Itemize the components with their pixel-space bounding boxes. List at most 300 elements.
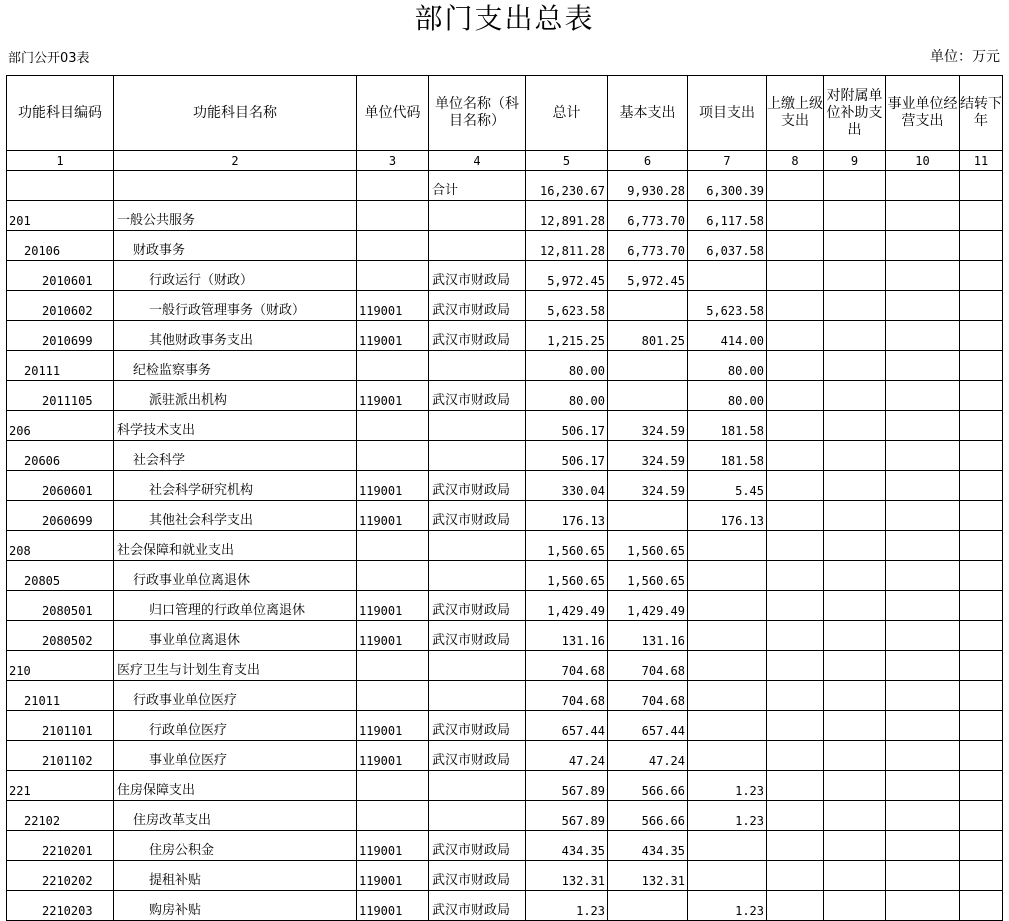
unit-code-cell: [357, 561, 429, 591]
business-cell: [886, 891, 960, 921]
func-code-cell: 2060699: [7, 501, 114, 531]
carryover-cell: [960, 831, 1003, 861]
page-title: 部门支出总表: [414, 2, 595, 35]
unit-code-cell: [357, 171, 429, 201]
unit-code-cell: 119001: [357, 591, 429, 621]
remit-upper-cell: [767, 831, 824, 861]
header-basic: 基本支出: [608, 76, 688, 151]
project-cell: [688, 531, 767, 561]
total-cell: 176.13: [526, 501, 608, 531]
unit-name-cell: 武汉市财政局: [429, 261, 526, 291]
subsidy-cell: [824, 441, 886, 471]
unit-code-cell: [357, 411, 429, 441]
unit-name-cell: [429, 351, 526, 381]
carryover-cell: [960, 231, 1003, 261]
table-row: [7, 471, 1003, 501]
basic-cell: 47.24: [608, 741, 688, 771]
carryover-cell: [960, 741, 1003, 771]
func-code-cell: 206: [7, 411, 114, 441]
subsidy-cell: [824, 591, 886, 621]
carryover-cell: [960, 531, 1003, 561]
basic-cell: 9,930.28: [608, 171, 688, 201]
subsidy-cell: [824, 651, 886, 681]
header-unit-code: 单位代码: [357, 76, 429, 151]
func-name-cell: 事业单位离退休: [114, 621, 357, 651]
project-cell: 6,117.58: [688, 201, 767, 231]
remit-upper-cell: [767, 741, 824, 771]
carryover-cell: [960, 171, 1003, 201]
unit-code-cell: [357, 651, 429, 681]
func-name-cell: 财政事务: [114, 231, 357, 261]
remit-upper-cell: [767, 411, 824, 441]
table-row: [7, 621, 1003, 651]
remit-upper-cell: [767, 171, 824, 201]
total-cell: 434.35: [526, 831, 608, 861]
basic-cell: 1,560.65: [608, 531, 688, 561]
unit-code-cell: [357, 351, 429, 381]
func-code-cell: 210: [7, 651, 114, 681]
table-row: [7, 261, 1003, 291]
project-cell: 176.13: [688, 501, 767, 531]
col-number: 1: [7, 151, 114, 171]
project-cell: [688, 261, 767, 291]
project-cell: [688, 861, 767, 891]
subsidy-cell: [824, 891, 886, 921]
carryover-cell: [960, 411, 1003, 441]
col-number: 10: [886, 151, 960, 171]
remit-upper-cell: [767, 471, 824, 501]
carryover-cell: [960, 801, 1003, 831]
func-name-cell: 其他社会科学支出: [114, 501, 357, 531]
project-cell: [688, 621, 767, 651]
col-number: 11: [960, 151, 1003, 171]
remit-upper-cell: [767, 681, 824, 711]
func-code-cell: 221: [7, 771, 114, 801]
col-number: 4: [429, 151, 526, 171]
business-cell: [886, 471, 960, 501]
header-func-code: 功能科目编码: [7, 76, 114, 151]
business-cell: [886, 291, 960, 321]
total-cell: 12,811.28: [526, 231, 608, 261]
project-cell: 181.58: [688, 411, 767, 441]
func-name-cell: 社会科学研究机构: [114, 471, 357, 501]
subsidy-cell: [824, 411, 886, 441]
func-code-cell: 20805: [7, 561, 114, 591]
carryover-cell: [960, 651, 1003, 681]
carryover-cell: [960, 381, 1003, 411]
table-row: [7, 711, 1003, 741]
basic-cell: 131.16: [608, 621, 688, 651]
subsidy-cell: [824, 321, 886, 351]
table-row: [7, 591, 1003, 621]
business-cell: [886, 621, 960, 651]
unit-code-cell: [357, 531, 429, 561]
unit-code-cell: 119001: [357, 501, 429, 531]
table-row: [7, 801, 1003, 831]
table-row: [7, 771, 1003, 801]
total-cell: 131.16: [526, 621, 608, 651]
remit-upper-cell: [767, 441, 824, 471]
unit-name-cell: 武汉市财政局: [429, 831, 526, 861]
unit-name-cell: 武汉市财政局: [429, 591, 526, 621]
func-code-cell: 2010601: [7, 261, 114, 291]
unit-name-cell: [429, 201, 526, 231]
subsidy-cell: [824, 861, 886, 891]
project-cell: [688, 831, 767, 861]
business-cell: [886, 501, 960, 531]
table-body: [7, 171, 1003, 921]
project-cell: 80.00: [688, 381, 767, 411]
basic-cell: 657.44: [608, 711, 688, 741]
func-name-cell: 一般行政管理事务（财政）: [114, 291, 357, 321]
total-cell: 330.04: [526, 471, 608, 501]
business-cell: [886, 801, 960, 831]
func-name-cell: 住房公积金: [114, 831, 357, 861]
func-name-cell: 科学技术支出: [114, 411, 357, 441]
carryover-cell: [960, 501, 1003, 531]
func-name-cell: 行政事业单位医疗: [114, 681, 357, 711]
subsidy-cell: [824, 771, 886, 801]
project-cell: 414.00: [688, 321, 767, 351]
basic-cell: 566.66: [608, 771, 688, 801]
func-code-cell: 20606: [7, 441, 114, 471]
col-number: 2: [114, 151, 357, 171]
unit-name-cell: [429, 561, 526, 591]
remit-upper-cell: [767, 591, 824, 621]
subsidy-cell: [824, 381, 886, 411]
header-func-name: 功能科目名称: [114, 76, 357, 151]
total-cell: 1,215.25: [526, 321, 608, 351]
table-row: [7, 201, 1003, 231]
table-row: [7, 441, 1003, 471]
basic-cell: 801.25: [608, 321, 688, 351]
total-cell: 5,623.58: [526, 291, 608, 321]
func-name-cell: 行政事业单位离退休: [114, 561, 357, 591]
unit-name-cell: 武汉市财政局: [429, 291, 526, 321]
project-cell: [688, 591, 767, 621]
func-name-cell: 归口管理的行政单位离退休: [114, 591, 357, 621]
unit-name-cell: [429, 681, 526, 711]
total-cell: 506.17: [526, 441, 608, 471]
remit-upper-cell: [767, 201, 824, 231]
unit-code-cell: [357, 681, 429, 711]
header-unit-name: 单位名称（科目名称）: [429, 76, 526, 151]
carryover-cell: [960, 891, 1003, 921]
subsidy-cell: [824, 561, 886, 591]
unit-name-cell: [429, 411, 526, 441]
basic-cell: 324.59: [608, 471, 688, 501]
func-code-cell: 2101101: [7, 711, 114, 741]
business-cell: [886, 741, 960, 771]
remit-upper-cell: [767, 621, 824, 651]
basic-cell: 132.31: [608, 861, 688, 891]
func-code-cell: [7, 171, 114, 201]
carryover-cell: [960, 621, 1003, 651]
total-cell: 132.31: [526, 861, 608, 891]
unit-code-cell: 119001: [357, 381, 429, 411]
subsidy-cell: [824, 711, 886, 741]
unit-code-cell: [357, 231, 429, 261]
table-row: [7, 531, 1003, 561]
func-code-cell: 2210201: [7, 831, 114, 861]
func-code-cell: 2210203: [7, 891, 114, 921]
table-row: [7, 321, 1003, 351]
total-cell: 506.17: [526, 411, 608, 441]
remit-upper-cell: [767, 771, 824, 801]
total-cell: 1,560.65: [526, 531, 608, 561]
unit-name-cell: 武汉市财政局: [429, 381, 526, 411]
remit-upper-cell: [767, 561, 824, 591]
func-name-cell: [114, 171, 357, 201]
basic-cell: [608, 351, 688, 381]
remit-upper-cell: [767, 321, 824, 351]
basic-cell: 1,429.49: [608, 591, 688, 621]
unit-name-cell: 武汉市财政局: [429, 891, 526, 921]
table-row: [7, 351, 1003, 381]
subsidy-cell: [824, 261, 886, 291]
unit-name-cell: 武汉市财政局: [429, 711, 526, 741]
project-cell: [688, 561, 767, 591]
total-cell: 16,230.67: [526, 171, 608, 201]
subsidy-cell: [824, 471, 886, 501]
business-cell: [886, 201, 960, 231]
func-name-cell: 住房改革支出: [114, 801, 357, 831]
basic-cell: 324.59: [608, 441, 688, 471]
table-header-row: [7, 76, 1003, 151]
remit-upper-cell: [767, 651, 824, 681]
func-name-cell: 行政运行（财政）: [114, 261, 357, 291]
project-cell: [688, 741, 767, 771]
carryover-cell: [960, 591, 1003, 621]
basic-cell: [608, 291, 688, 321]
project-cell: 1.23: [688, 891, 767, 921]
carryover-cell: [960, 321, 1003, 351]
func-code-cell: 201: [7, 201, 114, 231]
project-cell: 5,623.58: [688, 291, 767, 321]
total-cell: 1,429.49: [526, 591, 608, 621]
table-row: [7, 231, 1003, 261]
table-row: [7, 291, 1003, 321]
unit-code-cell: [357, 771, 429, 801]
header-business: 事业单位经营支出: [886, 76, 960, 151]
carryover-cell: [960, 771, 1003, 801]
business-cell: [886, 651, 960, 681]
expenditure-table: [6, 75, 1003, 921]
basic-cell: [608, 501, 688, 531]
project-cell: [688, 651, 767, 681]
basic-cell: 1,560.65: [608, 561, 688, 591]
remit-upper-cell: [767, 801, 824, 831]
project-cell: 80.00: [688, 351, 767, 381]
total-cell: 80.00: [526, 381, 608, 411]
unit-name-cell: 武汉市财政局: [429, 501, 526, 531]
business-cell: [886, 771, 960, 801]
carryover-cell: [960, 561, 1003, 591]
unit-name-cell: 武汉市财政局: [429, 621, 526, 651]
total-cell: 5,972.45: [526, 261, 608, 291]
func-code-cell: 20111: [7, 351, 114, 381]
business-cell: [886, 711, 960, 741]
project-cell: 1.23: [688, 771, 767, 801]
func-code-cell: 2010699: [7, 321, 114, 351]
remit-upper-cell: [767, 891, 824, 921]
table-row: [7, 561, 1003, 591]
remit-upper-cell: [767, 861, 824, 891]
carryover-cell: [960, 261, 1003, 291]
business-cell: [886, 831, 960, 861]
carryover-cell: [960, 201, 1003, 231]
business-cell: [886, 441, 960, 471]
business-cell: [886, 561, 960, 591]
func-name-cell: 事业单位医疗: [114, 741, 357, 771]
unit-code-cell: [357, 261, 429, 291]
table-row: [7, 381, 1003, 411]
table-row: [7, 741, 1003, 771]
func-code-cell: 21011: [7, 681, 114, 711]
total-cell: 704.68: [526, 681, 608, 711]
unit-name-cell: [429, 441, 526, 471]
carryover-cell: [960, 471, 1003, 501]
func-code-cell: 208: [7, 531, 114, 561]
remit-upper-cell: [767, 351, 824, 381]
func-name-cell: 医疗卫生与计划生育支出: [114, 651, 357, 681]
unit-name-cell: 武汉市财政局: [429, 321, 526, 351]
unit-name-cell: [429, 771, 526, 801]
func-code-cell: 20106: [7, 231, 114, 261]
carryover-cell: [960, 351, 1003, 381]
col-number: 7: [688, 151, 767, 171]
basic-cell: 704.68: [608, 651, 688, 681]
basic-cell: 6,773.70: [608, 231, 688, 261]
func-name-cell: 社会科学: [114, 441, 357, 471]
header-carryover: 结转下年: [960, 76, 1003, 151]
business-cell: [886, 171, 960, 201]
subsidy-cell: [824, 171, 886, 201]
func-code-cell: 2080501: [7, 591, 114, 621]
header-subsidy: 对附属单位补助支出: [824, 76, 886, 151]
carryover-cell: [960, 681, 1003, 711]
unit-name-cell: [429, 801, 526, 831]
basic-cell: 704.68: [608, 681, 688, 711]
col-number: 5: [526, 151, 608, 171]
total-cell: 567.89: [526, 801, 608, 831]
func-name-cell: 住房保障支出: [114, 771, 357, 801]
func-code-cell: 2011105: [7, 381, 114, 411]
unit-name-cell: 武汉市财政局: [429, 861, 526, 891]
unit-code-cell: [357, 801, 429, 831]
unit-name-cell: [429, 531, 526, 561]
subsidy-cell: [824, 231, 886, 261]
func-name-cell: 一般公共服务: [114, 201, 357, 231]
subsidy-cell: [824, 531, 886, 561]
project-cell: 6,300.39: [688, 171, 767, 201]
unit-code-cell: [357, 441, 429, 471]
unit-name-cell: [429, 651, 526, 681]
project-cell: 5.45: [688, 471, 767, 501]
subsidy-cell: [824, 801, 886, 831]
unit-code-cell: [357, 201, 429, 231]
header-project: 项目支出: [688, 76, 767, 151]
total-cell: 12,891.28: [526, 201, 608, 231]
business-cell: [886, 261, 960, 291]
header-total: 总计: [526, 76, 608, 151]
total-cell: 47.24: [526, 741, 608, 771]
business-cell: [886, 321, 960, 351]
table-row: [7, 501, 1003, 531]
func-name-cell: 派驻派出机构: [114, 381, 357, 411]
total-cell: 704.68: [526, 651, 608, 681]
func-code-cell: 2060601: [7, 471, 114, 501]
func-name-cell: 社会保障和就业支出: [114, 531, 357, 561]
subsidy-cell: [824, 501, 886, 531]
carryover-cell: [960, 861, 1003, 891]
project-cell: 181.58: [688, 441, 767, 471]
subsidy-cell: [824, 621, 886, 651]
business-cell: [886, 681, 960, 711]
table-row: [7, 831, 1003, 861]
unit-code-cell: 119001: [357, 741, 429, 771]
remit-upper-cell: [767, 291, 824, 321]
basic-cell: 5,972.45: [608, 261, 688, 291]
subsidy-cell: [824, 351, 886, 381]
unit-code-cell: 119001: [357, 471, 429, 501]
remit-upper-cell: [767, 231, 824, 261]
carryover-cell: [960, 291, 1003, 321]
func-code-cell: 2010602: [7, 291, 114, 321]
basic-cell: [608, 381, 688, 411]
unit-name-cell: 武汉市财政局: [429, 741, 526, 771]
business-cell: [886, 231, 960, 261]
subsidy-cell: [824, 741, 886, 771]
unit-label: 单位：万元: [930, 49, 1000, 65]
header-remit-upper: 上缴上级支出: [767, 76, 824, 151]
col-number: 8: [767, 151, 824, 171]
project-cell: [688, 681, 767, 711]
basic-cell: 566.66: [608, 801, 688, 831]
remit-upper-cell: [767, 381, 824, 411]
carryover-cell: [960, 711, 1003, 741]
total-cell: 567.89: [526, 771, 608, 801]
col-number: 6: [608, 151, 688, 171]
table-row: [7, 171, 1003, 201]
total-cell: 1.23: [526, 891, 608, 921]
project-cell: [688, 711, 767, 741]
subsidy-cell: [824, 201, 886, 231]
business-cell: [886, 531, 960, 561]
total-cell: 80.00: [526, 351, 608, 381]
func-name-cell: 购房补贴: [114, 891, 357, 921]
func-code-cell: 2080502: [7, 621, 114, 651]
unit-code-cell: 119001: [357, 861, 429, 891]
func-name-cell: 提租补贴: [114, 861, 357, 891]
table-row: [7, 861, 1003, 891]
business-cell: [886, 351, 960, 381]
business-cell: [886, 411, 960, 441]
unit-code-cell: 119001: [357, 891, 429, 921]
basic-cell: 6,773.70: [608, 201, 688, 231]
carryover-cell: [960, 441, 1003, 471]
unit-name-cell: 合计: [429, 171, 526, 201]
remit-upper-cell: [767, 711, 824, 741]
total-cell: 657.44: [526, 711, 608, 741]
basic-cell: [608, 891, 688, 921]
subsidy-cell: [824, 681, 886, 711]
func-name-cell: 行政单位医疗: [114, 711, 357, 741]
unit-code-cell: 119001: [357, 321, 429, 351]
col-number: 3: [357, 151, 429, 171]
subsidy-cell: [824, 291, 886, 321]
remit-upper-cell: [767, 531, 824, 561]
